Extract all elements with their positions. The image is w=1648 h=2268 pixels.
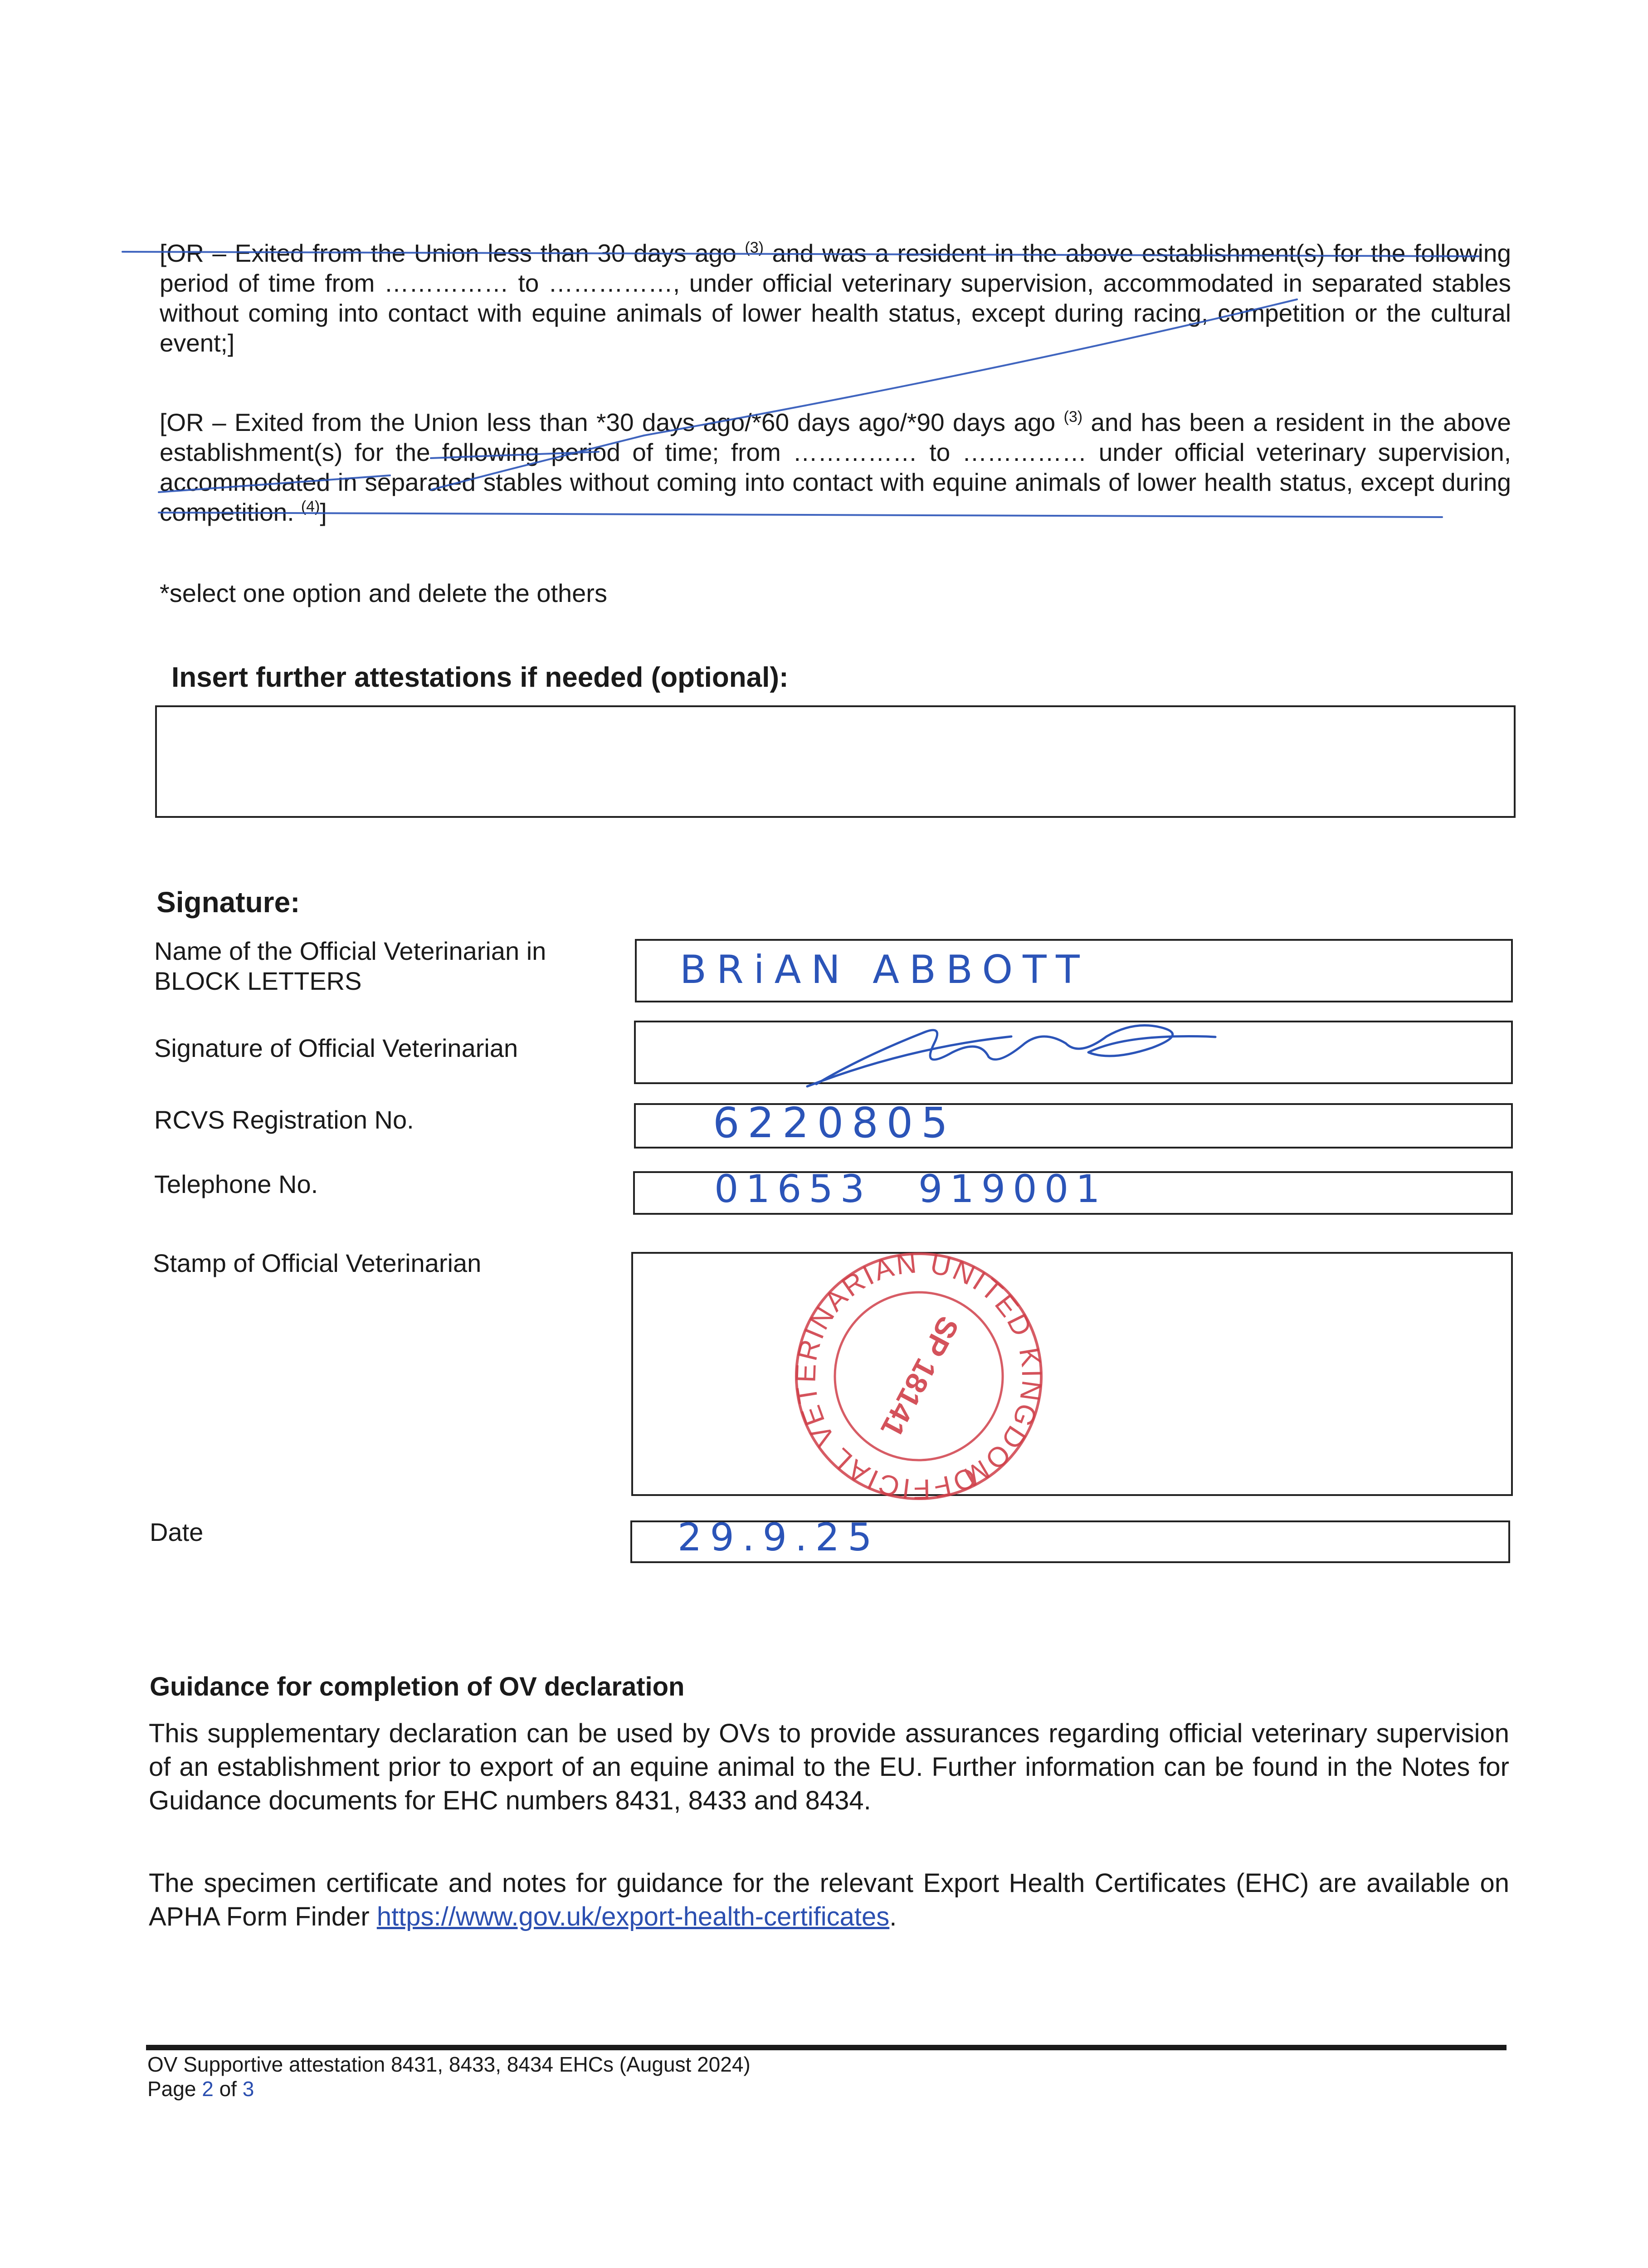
page-of: of <box>219 2077 237 2101</box>
option-2-ref: (3) <box>1063 408 1083 425</box>
signature-field[interactable] <box>634 1021 1513 1084</box>
guidance-paragraph-2 <box>149 1867 1509 1934</box>
page-word: Page <box>147 2077 196 2101</box>
date-value: 29.9.25 <box>678 1515 880 1559</box>
rcvs-value: 6220805 <box>713 1099 956 1147</box>
name-value: BRiAN ABBOTT <box>680 947 1090 992</box>
form-finder-link[interactable]: https://www.gov.uk/export-health-certificates <box>376 1902 890 1931</box>
option-1-tail: and was a resident in the above establishment(s) for the following period of time from …………… to ……………, under official veterinary supervision, accommodated in separated stables without coming into contact with equine animals of lower health status, except during racing, competition or the cultural event;] <box>160 239 1511 357</box>
option-2-ref2: (4) <box>301 498 320 515</box>
guidance-paragraph-2-lead: The specimen certificate and notes for guidance for the relevant Export Health Certificates (EHC) are available on APHA Form Finder <box>149 1868 1509 1931</box>
further-attestations-heading: Insert further attestations if needed (optional): <box>171 662 789 693</box>
official-veterinarian-stamp <box>783 1240 1055 1512</box>
footer-rule <box>146 2045 1507 2050</box>
telephone-label: Telephone No. <box>154 1170 318 1198</box>
stamp-inner-text: SP 18141 <box>874 1311 966 1443</box>
option-2-paragraph <box>160 407 1511 527</box>
name-label: Name of the Official Veterinarian in BLOCK LETTERS <box>154 937 546 995</box>
option-1-paragraph <box>160 238 1511 358</box>
name-field[interactable] <box>635 939 1513 1002</box>
select-note: *select one option and delete the others <box>160 579 607 607</box>
footer-title: OV Supportive attestation 8431, 8433, 8434 EHCs (August 2024) <box>147 2053 751 2076</box>
option-1-lead: [OR – Exited from the Union less than 30 days ago <box>160 239 736 267</box>
guidance-heading: Guidance for completion of OV declaration <box>150 1672 685 1701</box>
date-field[interactable] <box>630 1515 1510 1563</box>
option-2-end: ] <box>320 498 327 526</box>
rcvs-label: RCVS Registration No. <box>154 1105 414 1134</box>
further-attestations-box[interactable] <box>155 705 1516 818</box>
stamp-field[interactable] <box>631 1247 1513 1505</box>
stamp-label: Stamp of Official Veterinarian <box>153 1249 482 1277</box>
footer-page-number <box>147 2077 254 2101</box>
option-1-ref: (3) <box>745 239 764 256</box>
date-label: Date <box>150 1518 204 1546</box>
signature-label: Signature of Official Veterinarian <box>154 1034 518 1062</box>
stamp-outer-text: OFFICIAL VETERINARIAN UNITED KINGDOM <box>790 1247 1048 1505</box>
guidance-paragraph-2-end: . <box>889 1902 897 1931</box>
page-total: 3 <box>242 2077 254 2101</box>
signature-heading: Signature: <box>156 886 300 919</box>
guidance-paragraph-1: This supplementary declaration can be used by OVs to provide assurances regarding official veterinary supervision of an establishment prior to export of an equine animal to the EU. Further information can be found in the Notes for Guidance documents for EHC numbers 8431, 8433 and 8434. <box>149 1719 1509 1815</box>
telephone-field[interactable] <box>633 1167 1513 1215</box>
telephone-value: 01653 919001 <box>714 1167 1107 1211</box>
rcvs-field[interactable] <box>634 1099 1513 1149</box>
page-current: 2 <box>202 2077 214 2101</box>
option-2-lead: [OR – Exited from the Union less than *30 days ago/*60 days ago/*90 days ago <box>160 408 1056 436</box>
option-2-mid: and has been a resident in the above establishment(s) for the following period of time; from …………… to …………… under official veterinary supervision, accommodated in separated stables without coming into contact with equine animals of lower health status, except during competition. <box>160 408 1511 526</box>
